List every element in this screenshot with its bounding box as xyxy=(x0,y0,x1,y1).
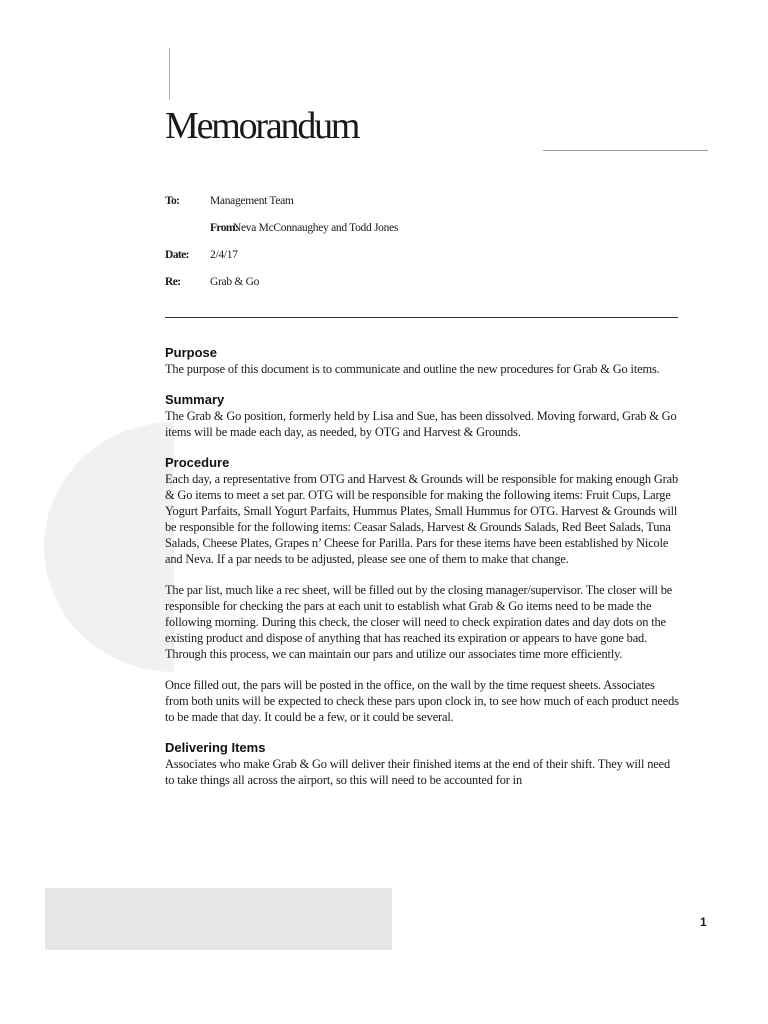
to-value: Management Team xyxy=(210,195,294,207)
date-value: 2/4/17 xyxy=(210,249,238,261)
procedure-paragraph: The par list, much like a rec sheet, will be filled out by the closing manager/supervisor. The closer will be responsible for checking the pars at each unit to establish what Grab & Go items need to be made the following morning. During this check, the closer will need to check expiration dates and day dots on the existing product and dispose of anything that has reached its expiration or appears to have gone bad. Through this process, we can maintain our pars and utilize our associates time more efficiently. xyxy=(165,583,673,661)
procedure-paragraph: Each day, a representative from OTG and Harvest & Grounds will be responsible for making enough Grab & Go items to meet a set par. OTG will be responsible for making the following items: Fruit Cups, Large Yogurt Parfaits, Small Yogurt Parfaits, Hummus Plates, Small Hummus for OTG. Harvest & Grounds will be responsible for the following items: Ceasar Salads, Harvest & Grounds Salads, Red Beet Salads, Tuna Salads, Cheese Plates, Grapes n’ Cheese for Parilla. Pars for these items have been established by Nicole and Neva. If a par needs to be adjusted, please see one of them to make that change. xyxy=(165,472,679,566)
header-divider xyxy=(165,317,678,318)
to-field xyxy=(165,194,294,208)
date-label: Date: xyxy=(165,249,189,261)
page-number: 1 xyxy=(700,915,707,929)
decorative-arc xyxy=(44,422,174,672)
from-field xyxy=(210,221,398,235)
re-label: Re: xyxy=(165,276,181,288)
delivering-heading: Delivering Items xyxy=(165,740,266,755)
title-rule xyxy=(543,150,708,151)
to-label: To: xyxy=(165,195,180,207)
procedure-paragraph: Once filled out, the pars will be posted in the office, on the wall by the time request sheets. Associates from both units will be expected to check these pars upon clock in, to see how much of each product needs to be made that day. It could be a few, or it could be several. xyxy=(165,678,679,724)
purpose-text: The purpose of this document is to communicate and outline the new procedures for Grab & Go items. xyxy=(165,362,660,376)
delivering-text: Associates who make Grab & Go will deliver their finished items at the end of their shift. They will need to take things all across the airport, so this will need to be accounted for in xyxy=(165,757,670,787)
summary-text: The Grab & Go position, formerly held by Lisa and Sue, has been dissolved. Moving forward, Grab & Go items will be made each day, as needed, by OTG and Harvest & Grounds. xyxy=(165,409,677,439)
memo-body xyxy=(165,344,680,788)
summary-heading: Summary xyxy=(165,392,225,407)
re-value: Grab & Go xyxy=(210,276,260,288)
from-label: From: xyxy=(210,222,239,234)
memo-title: Memorandum xyxy=(165,105,359,147)
footer-shaded-box xyxy=(45,888,392,950)
date-field xyxy=(165,248,238,262)
from-value: Neva McConnaughey and Todd Jones xyxy=(233,222,399,234)
re-field xyxy=(165,275,259,289)
purpose-heading: Purpose xyxy=(165,345,218,360)
decorative-vertical-line xyxy=(169,48,170,100)
procedure-heading: Procedure xyxy=(165,455,230,470)
